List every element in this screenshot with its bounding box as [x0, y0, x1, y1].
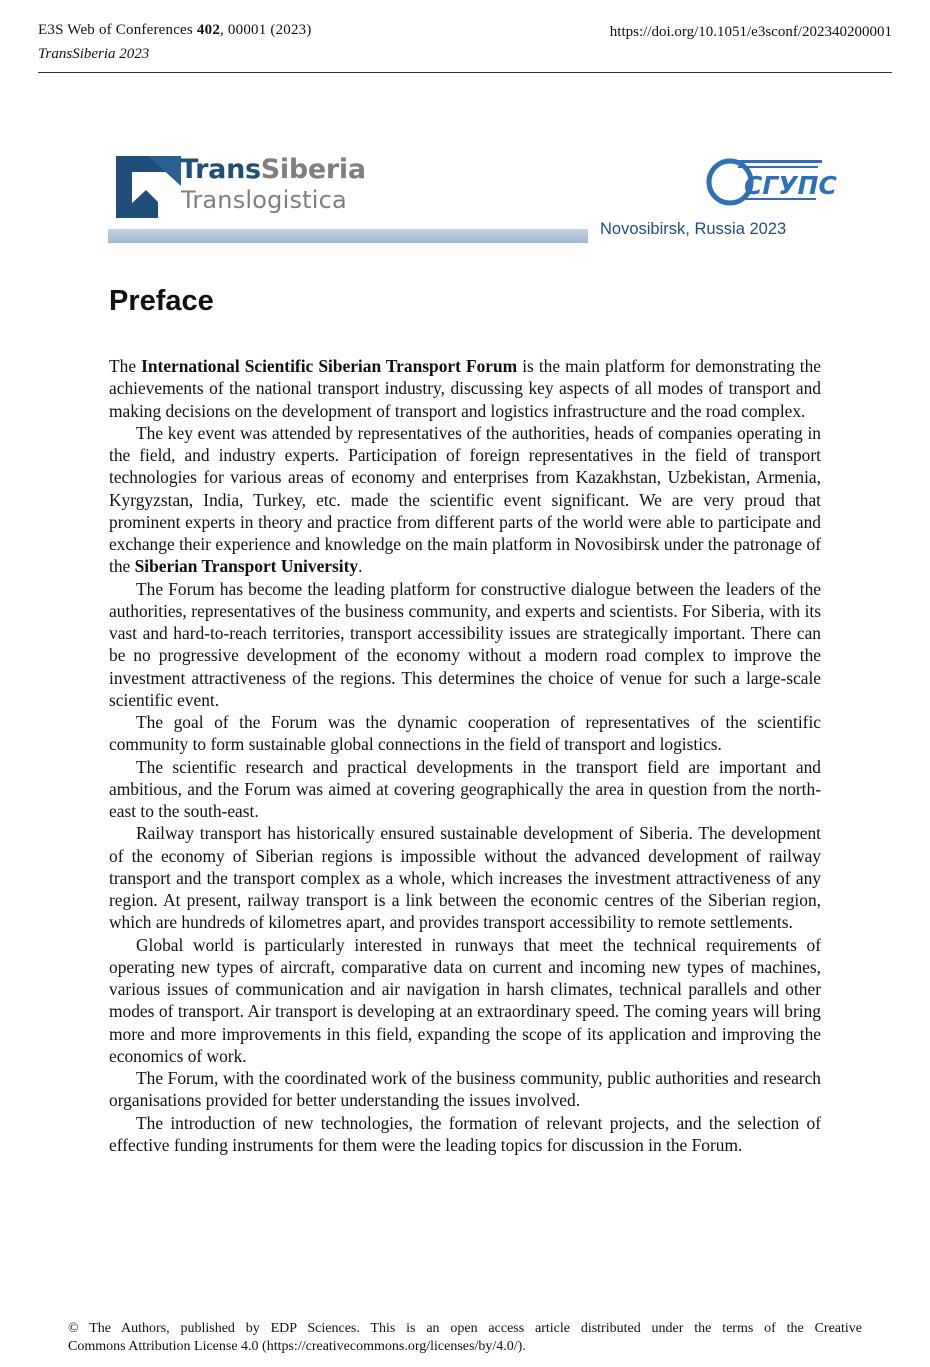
paragraph-2	[109, 422, 821, 578]
paragraph-7: Global world is particularly interested in runways that meet the technical requirements of operating new types of aircraft, comparative data on current and incoming new types of machines, various issues of communication and air navigation in harsh climates, technical parallels and other modes of transport. Air transport is developing at an extraordinary speed. The coming years will bring more and more improvements in this field, expanding the scope of its application and improving the economics of work.	[109, 934, 821, 1066]
license-line-1: © The Authors, published by EDP Sciences. This is an open access article distributed under the terms of the Creative	[68, 1321, 862, 1336]
paragraph-4: The goal of the Forum was the dynamic cooperation of representatives of the scientific community to form sustainable global connections in the field of transport and logistics.	[109, 712, 821, 755]
sgups-logo-icon	[704, 154, 837, 210]
journal-name: E3S Web of Conferences	[38, 22, 193, 38]
paragraph-1	[109, 355, 821, 422]
license-footer	[68, 1320, 862, 1356]
event-location: Novosibirsk, Russia 2023	[600, 220, 787, 238]
banner-divider-bar	[108, 229, 588, 243]
paragraph-5: The scientific research and practical developments in the transport field are important and ambitious, and the Forum was aimed at covering geographically the area in question from the north-east to the south-east.	[109, 756, 821, 821]
journal-citation	[38, 22, 312, 39]
page-title: Preface	[109, 285, 214, 317]
conference-name: TransSiberia 2023	[38, 46, 150, 62]
brand-name	[180, 154, 366, 185]
p1-text: is the main platform for demonstrating the achievements of the national transport industry, discussing key aspects of all modes of transport and making decisions on the development of transport and logistics infrastructure and the road complex.	[109, 356, 822, 421]
preface-body	[109, 355, 821, 1156]
license-line-2: Commons Attribution License 4.0 (https://creativecommons.org/licenses/by/4.0/).	[68, 1339, 526, 1354]
journal-volume: 402	[196, 22, 221, 38]
university-name-bold: Siberian Transport University	[134, 556, 359, 577]
brand-name-part2: Siberia	[260, 154, 366, 185]
svg-text:СГУПС: СГУПС	[744, 171, 837, 200]
brand-subname: Translogistica	[181, 186, 347, 214]
forum-name-bold: International Scientific Siberian Transport Forum	[141, 356, 518, 376]
p2-end: .	[358, 556, 363, 577]
brand-name-part1: Trans	[180, 154, 261, 185]
running-header	[38, 22, 892, 73]
conference-banner	[108, 150, 837, 250]
article-info: , 00001 (2023)	[220, 22, 312, 38]
doi-link[interactable]: https://doi.org/10.1051/e3sconf/202340200001	[609, 24, 892, 40]
p2-text: The key event was attended by representatives of the authorities, heads of companies operating in the field, and industry experts. Participation of foreign representatives in the field of transport technologies for various areas of economy and enterprises from Kazakhstan, Uzbekistan, Armenia, Kyrgyzstan, India, Turkey, etc. made the scientific event significant. We are very proud that prominent experts in theory and practice from different parts of the world were able to participate and exchange their experience and knowledge on the main platform in Novosibirsk under the patronage of the	[109, 422, 821, 577]
paragraph-8: The Forum, with the coordinated work of the business community, public authorities and research organisations provided for better understanding the issues involved.	[109, 1068, 821, 1111]
paragraph-3: The Forum has become the leading platform for constructive dialogue between the leaders of the authorities, representatives of the business community, and experts and scientists. For Siberia, with its vast and hard-to-reach territories, transport accessibility issues are strategically important. There can be no progressive development of the economy without a modern road complex to improve the investment attractiveness of the regions. This determines the choice of venue for such a large-scale scientific event.	[109, 578, 821, 710]
transsiberia-logo-icon	[116, 156, 181, 218]
paragraph-9: The introduction of new technologies, the formation of relevant projects, and the selection of effective funding instruments for them were the leading topics for discussion in the Forum.	[109, 1112, 821, 1155]
paragraph-6: Railway transport has historically ensured sustainable development of Siberia. The development of the economy of Siberian regions is impossible without the advanced development of railway transport and the transport complex as a whole, which increases the investment attractiveness of any region. At present, railway transport is a link between the economic centres of the Siberian region, which are hundreds of kilometres apart, and provides transport accessibility to remote settlements.	[109, 823, 821, 933]
p1-lead: The	[109, 356, 142, 376]
